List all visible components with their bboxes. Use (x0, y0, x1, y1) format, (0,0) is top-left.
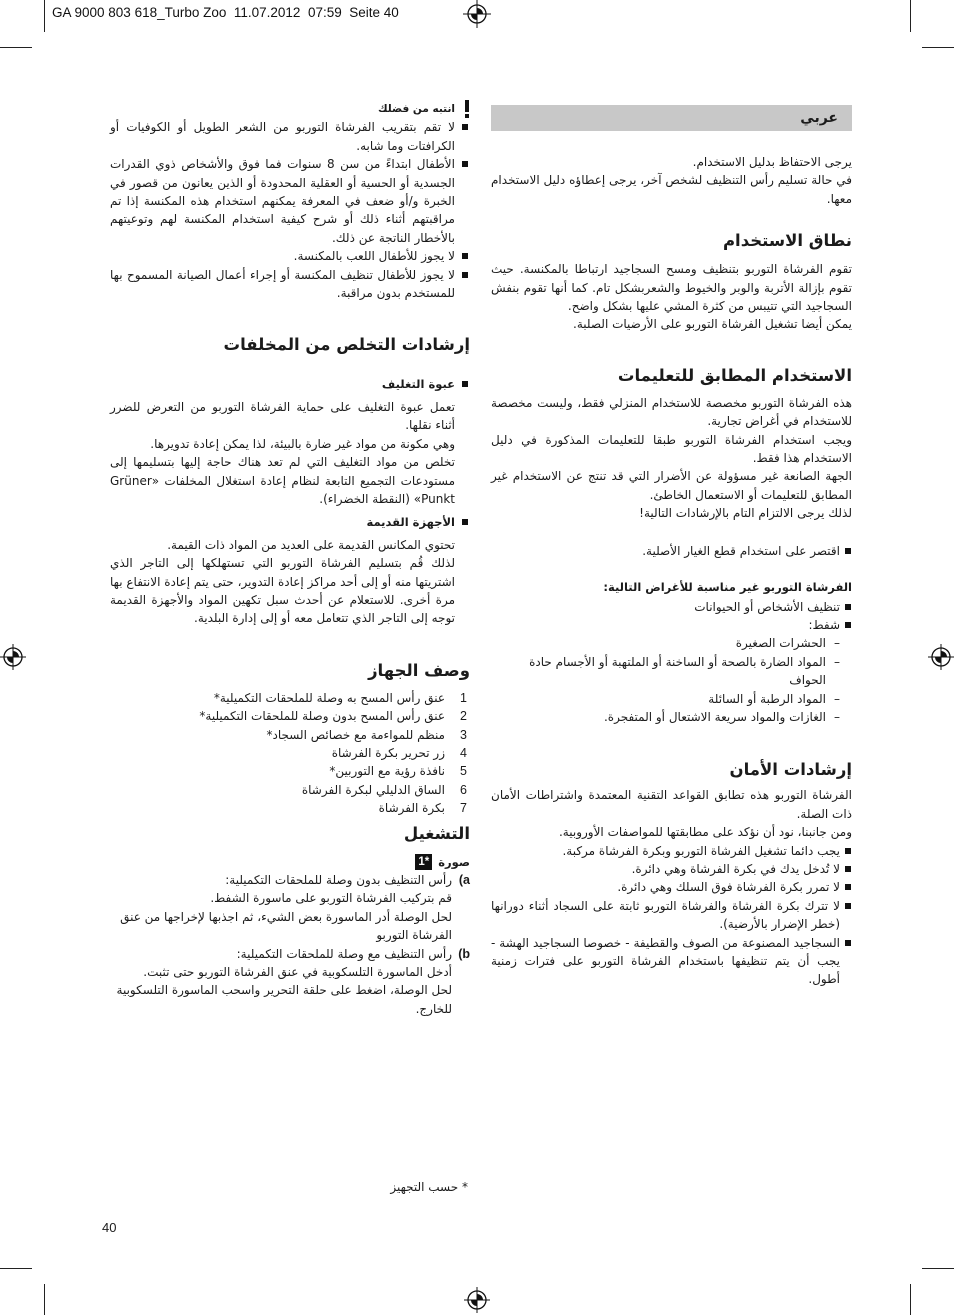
crop-mark (922, 1268, 954, 1269)
registration-mark-icon (0, 644, 26, 670)
old-appliances-paragraph: لذلك قُم بتسليم الفرشاة التوربو التي تستهلكها إلى التاجر الذي اشتريتها منه أو إلى أحد مراكز إعادة التدوير، حتى يتم إعادة الانتفاع بها مرة أخرى. للاستعلام عن أحدث سبل تكهين المواد والأجهزة القديمة توجه إلى التاجر الذي تتعامل معه أو إلى إدارة البلدية. (110, 556, 455, 626)
figure-reference (110, 853, 470, 871)
crop-mark (44, 0, 45, 32)
crop-mark (0, 1268, 32, 1269)
list-item (110, 744, 470, 762)
figure-number-badge: 1* (415, 854, 432, 870)
list-item (110, 689, 470, 707)
item-text: منظم للمواءمة مع خصائص السجاد* (266, 727, 445, 742)
safety-paragraph: الفرشاة التوربو هذه تطابق القواعد التقنية المعتمدة واشتراطات الأمان ذات الصلة. (491, 788, 852, 821)
list-item (110, 762, 470, 780)
warning-bullet: لا يجوز للأطفال تنظيف المكنسة أو إجراء أعمال الصيانة المسموح بها للمستخدم بدون مراقبة. (110, 266, 470, 303)
step-line: قم بتركيب الفرشاة التوربو على ماسورة الشفط. (210, 891, 452, 906)
intended-use-paragraph: ويجب استخدام الفرشاة التوربو طبقا للتعليمات المذكورة في دليل الاستخدام هذا فقط. (491, 432, 852, 466)
warning-bullet: الأطفال ابتداءً من سن 8 سنوات فما فوق والأشخاص ذوي القدرات الجسدية أو الحسية أو العقلية المحدودة أو الذين يعانون من قصور في الخبرة و/أو ضعف في المعرفة يمكنهم استخدام هذه المكنسة إذا تم مراقبتهم أثناء ذلك أو شرح كيفية استخدام المكنسة لهم وتوعيتهم بالأخطار الناتجة عن ذلك. (110, 155, 470, 247)
packaging-heading: عبوة التغليف (110, 375, 470, 393)
item-number: 5 (460, 764, 467, 779)
list-item (110, 799, 470, 817)
right-column (491, 105, 852, 989)
intended-use-paragraph: الجهة الصانعة غير مسؤولة عن الأضرار التي قد تنتج عن الاستخدام غير المطابق للتعليمات أو الاستعمال الخاطئ. (491, 469, 852, 502)
suction-item: – المواد الضارة بالصحة أو الساخنة أو الملتهبة أو الأجسام حادة الحواف (491, 653, 852, 690)
packaging-paragraph: وهي مكونة من مواد غير ضارة بالبيئة، لذا يمكن إعادة تدويرها. (150, 436, 455, 451)
crop-mark (910, 1284, 911, 1315)
item-text: بكرة الفرشاة (378, 801, 445, 816)
safety-paragraph: ومن جانبنا، نود أن نؤكد على مطابقتها للمواصفات الأوروبية. (558, 825, 852, 840)
item-text: نافذة رؤية مع التوربين* (329, 764, 445, 779)
footnote: * حسب التجهيز (390, 1180, 468, 1194)
list-item (110, 781, 470, 799)
intro-paragraph: يرجى الاحتفاظ بدليل الاستخدام. (692, 155, 852, 169)
crop-mark (910, 0, 911, 32)
safety-bullet: لا تُدخل يدك في بكرة الفرشاة وهي دائرة. (491, 860, 852, 878)
unsuitable-list (491, 598, 852, 727)
step-line: أدخل الماسورة التلسكوبية في عنق الفرشاة التوربو حتى تثبت. (143, 965, 452, 980)
step-label: b) (458, 946, 470, 961)
item-number: 1 (460, 690, 467, 705)
step-line: لحل الوصلة، اضغط على حلقة التحرير واسحب الماسورة التلسكوبية للخارج. (116, 983, 452, 1016)
intro-paragraph: في حالة تسليم رأس التنظيف لشخص آخر، يرجى إعطاؤه دليل الاستخدام معها. (491, 173, 852, 206)
warning-bullet: لا يجوز للأطفال اللعب بالمكنسة. (110, 247, 470, 265)
list-item (110, 726, 470, 744)
packaging-paragraph: تخلص من مواد التغليف التي لم تعد هناك حاجة إليها بتسليمها إلى مستودعات التجميع التابعة لنظام إعادة استغلال المخلفات «Grüner Punkt» (النقطة الخضراء). (110, 455, 455, 506)
suction-item: – الغازات والمواد سريعة الاشتعال أو المتفجرة. (491, 708, 852, 726)
list-item: شفط: (491, 616, 852, 634)
safety-bullet: لا تمرر بكرة الفرشاة فوق السلك وهي دائرة. (491, 878, 852, 896)
step-title: رأس التنظيف بدون وصلة للملحقات التكميلية: (225, 872, 452, 887)
suction-item: – المواد الرطبة أو السائلة (491, 690, 852, 708)
list-item (110, 707, 470, 725)
intended-use-heading: الاستخدام المطابق للتعليمات (617, 365, 852, 385)
registration-mark-icon (464, 1287, 490, 1313)
safety-bullet: يجب دائما تشغيل الفرشاة التوربو وبكرة الفرشاة مركبة. (491, 842, 852, 860)
item-number: 7 (460, 801, 467, 816)
scope-paragraph: يمكن أيضا تشغيل الفرشاة التوربو على الأرضيات الصلبة. (573, 317, 852, 332)
scope-body (491, 260, 852, 334)
step-title: رأس التنظيف مع وصلة للملحقات التكميلية: (236, 946, 452, 961)
unsuitable-heading: الفرشاة التوربو غير مناسبة للأغراض التالية: (603, 580, 852, 595)
intended-use-paragraph: هذه الفرشاة التوربو مخصصة للاستخدام المنزلي فقط، وليست مخصصة للاستخدام في أغراض تجارية. (491, 395, 852, 429)
item-number: 4 (460, 745, 467, 760)
warning-title-row (110, 100, 470, 118)
item-text: زر تحرير بكرة الفرشاة (331, 745, 445, 760)
safety-heading: إرشادات الأمان (729, 760, 852, 780)
packaging-paragraph: تعمل عبوة التغليف على حماية الفرشاة التوربو من التعرض للضرر أثناء نقلها. (110, 399, 455, 433)
crop-mark (922, 47, 954, 48)
step-line: لحل الوصلة أدر الماسورة بعض الشيء، ثم اجذبها لإخراجها من عنق الفرشاة التوربو (120, 909, 452, 943)
left-column (110, 100, 470, 1018)
old-appliances-heading: الأجهزة القديمة (110, 513, 470, 531)
old-appliances-paragraph: تحتوي المكانس القديمة على العديد من المواد ذات القيمة. (167, 537, 455, 552)
registration-mark-icon (463, 0, 491, 28)
list-item: تنظيف الأشخاص أو الحيوانات (491, 598, 852, 616)
disposal-heading: إرشادات التخلص من المخلفات (223, 335, 470, 355)
safety-bullet: السجاجيد المصنوعة من الصوف والقطيفة - خصوصا السجاجيد الهشة - يجب أن يتم تنظيفها باستخدام الفرشاة التوربو على فترات زمنية أطول. (491, 934, 852, 989)
intended-use-body (491, 394, 852, 523)
scope-paragraph: تقوم الفرشاة التوربو بتنظيف ومسح السجاجيد ارتباطا بالمكنسة. حيث تقوم بإزالة الأتربة والوبر والخيوط والشعربشكل تام. كما أنها تقوم بنفش السجاجيد التي تتيبس من كثرة المشي عليها بشكل واضح. (491, 262, 852, 314)
page-number: 40 (102, 1220, 117, 1235)
item-text: عنق رأس المسح بدون وصلة للملحقات التكميلية* (199, 709, 445, 724)
figure-label: صورة (438, 854, 470, 869)
spare-parts-bullet: اقتصر على استخدام قطع الغيار الأصلية. (491, 542, 852, 560)
safety-bullet: لا تترك بكرة الفرشاة والفرشاة التوربو ثابتة على السجاد أثناء دورانها (خطر الإضرار بالأرضية). (491, 897, 852, 934)
crop-mark (44, 1284, 45, 1315)
warning-list (110, 118, 470, 302)
registration-mark-icon (928, 644, 954, 670)
intended-use-paragraph: لذلك يرجى الالتزام التام بالإرشادات التالية! (639, 506, 852, 521)
crop-mark (0, 47, 32, 48)
intro-section (491, 153, 852, 208)
item-number: 3 (460, 727, 467, 742)
safety-body (491, 786, 852, 988)
old-appliances-body (110, 536, 470, 628)
suction-item: – الحشرات الصغيرة (491, 634, 852, 652)
item-number: 6 (460, 782, 467, 797)
item-number: 2 (460, 709, 467, 724)
item-text: الساق الدليلي لبكرة الفرشاة (301, 782, 445, 797)
operation-step-b (110, 945, 470, 1019)
language-bar: عربي (491, 105, 852, 131)
device-parts-list (110, 689, 470, 818)
device-description-heading: وصف الجهاز (368, 660, 470, 680)
exclamation-icon (464, 100, 470, 119)
print-slug: GA 9000 803 618_Turbo Zoo 11.07.2012 07:59 Seite 40 (52, 5, 399, 20)
operation-step-a (110, 871, 470, 945)
warning-bullet: لا تقم بتقريب الفرشاة التوربو من الشعر الطويل أو الكوفيات أو الكرافتات وما شابه. (110, 118, 470, 155)
operation-heading: التشغيل (403, 823, 470, 843)
item-text: عنق رأس المسح به وصلة للملحقات التكميلية* (213, 690, 445, 705)
step-label: a) (458, 872, 470, 887)
warning-title: انتبه من فضلك (377, 103, 455, 115)
packaging-body (110, 398, 470, 508)
scope-heading: نطاق الاستخدام (722, 231, 852, 251)
